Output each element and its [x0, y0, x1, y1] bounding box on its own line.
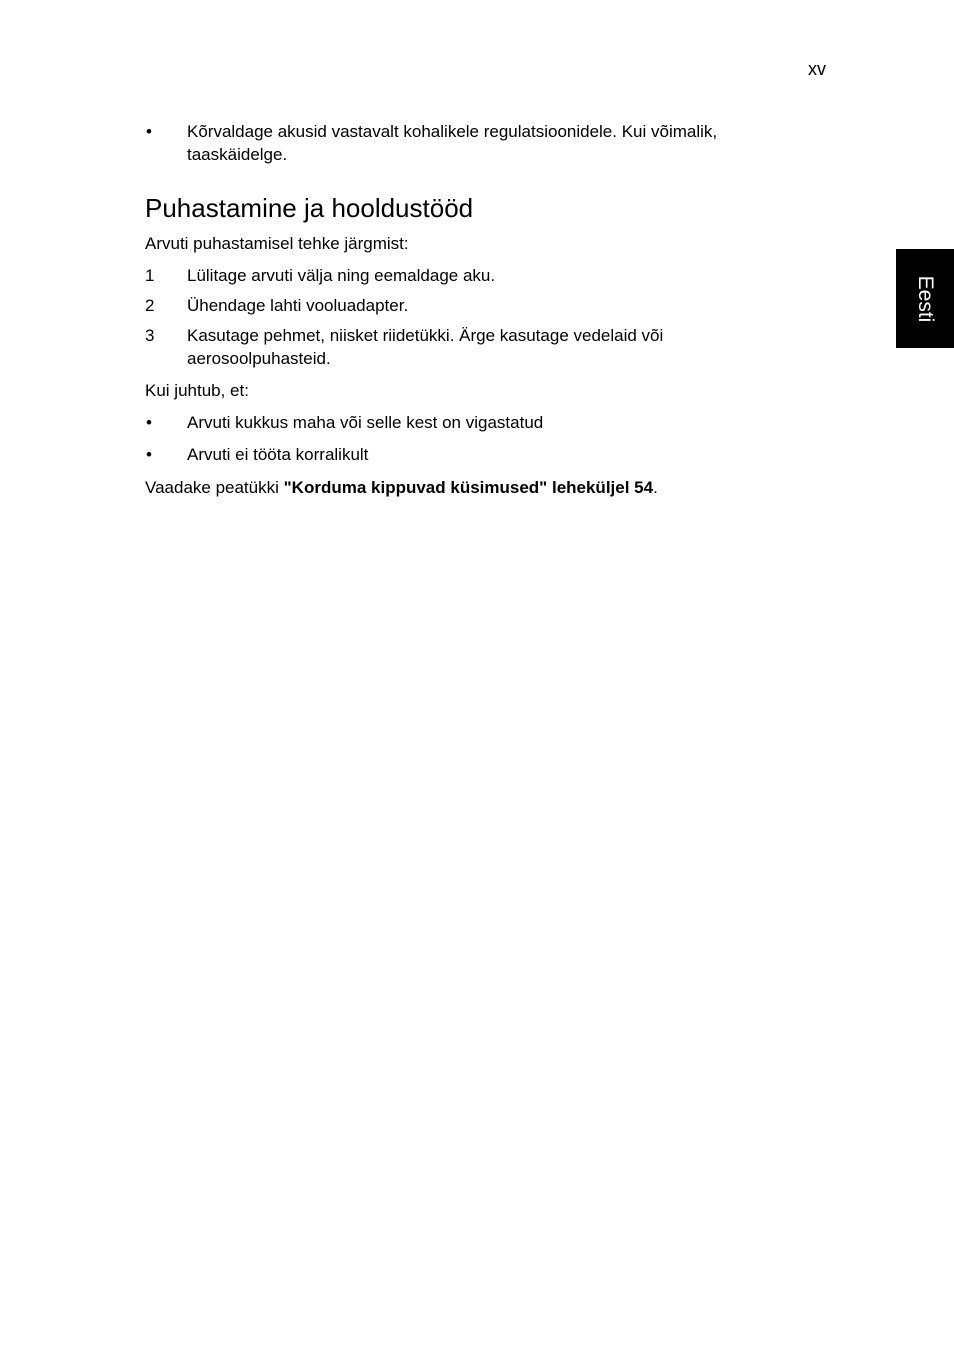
reference-suffix: .	[653, 478, 658, 497]
step-number: 3	[145, 326, 155, 345]
language-tab	[896, 249, 954, 348]
section-title: Puhastamine ja hooldustööd	[145, 193, 474, 223]
bullet-text: Arvuti ei tööta korralikult	[187, 445, 369, 464]
bullet-marker: •	[146, 413, 152, 432]
step-number: 1	[145, 266, 155, 285]
bullet-text: Arvuti kukkus maha või selle kest on vigastatud	[187, 413, 544, 432]
reference-prefix: Vaadake peatükki	[145, 478, 284, 497]
reference-link[interactable]: "Korduma kippuvad küsimused" leheküljel 54	[283, 478, 654, 497]
language-tab-label: Eesti	[914, 275, 937, 322]
step-number: 2	[145, 296, 155, 315]
section-intro: Arvuti puhastamisel tehke järgmist:	[145, 234, 409, 253]
bullet-text: Kõrvaldage akusid vastavalt kohalikele regulatsioonidele. Kui võimalik, taaskäidelge.	[187, 122, 718, 164]
bullet-marker: •	[146, 445, 152, 464]
step-text: Ühendage lahti vooluadapter.	[187, 296, 409, 315]
page-number: xv	[808, 59, 826, 79]
step-text: Kasutage pehmet, niisket riidetükki. Ärge kasutage vedelaid või aerosoolpuhasteid.	[187, 326, 664, 368]
reference-paragraph	[145, 476, 658, 499]
step-text: Lülitage arvuti välja ning eemaldage aku.	[187, 266, 496, 285]
bullet-marker: •	[146, 122, 152, 141]
condition-intro: Kui juhtub, et:	[145, 381, 249, 400]
